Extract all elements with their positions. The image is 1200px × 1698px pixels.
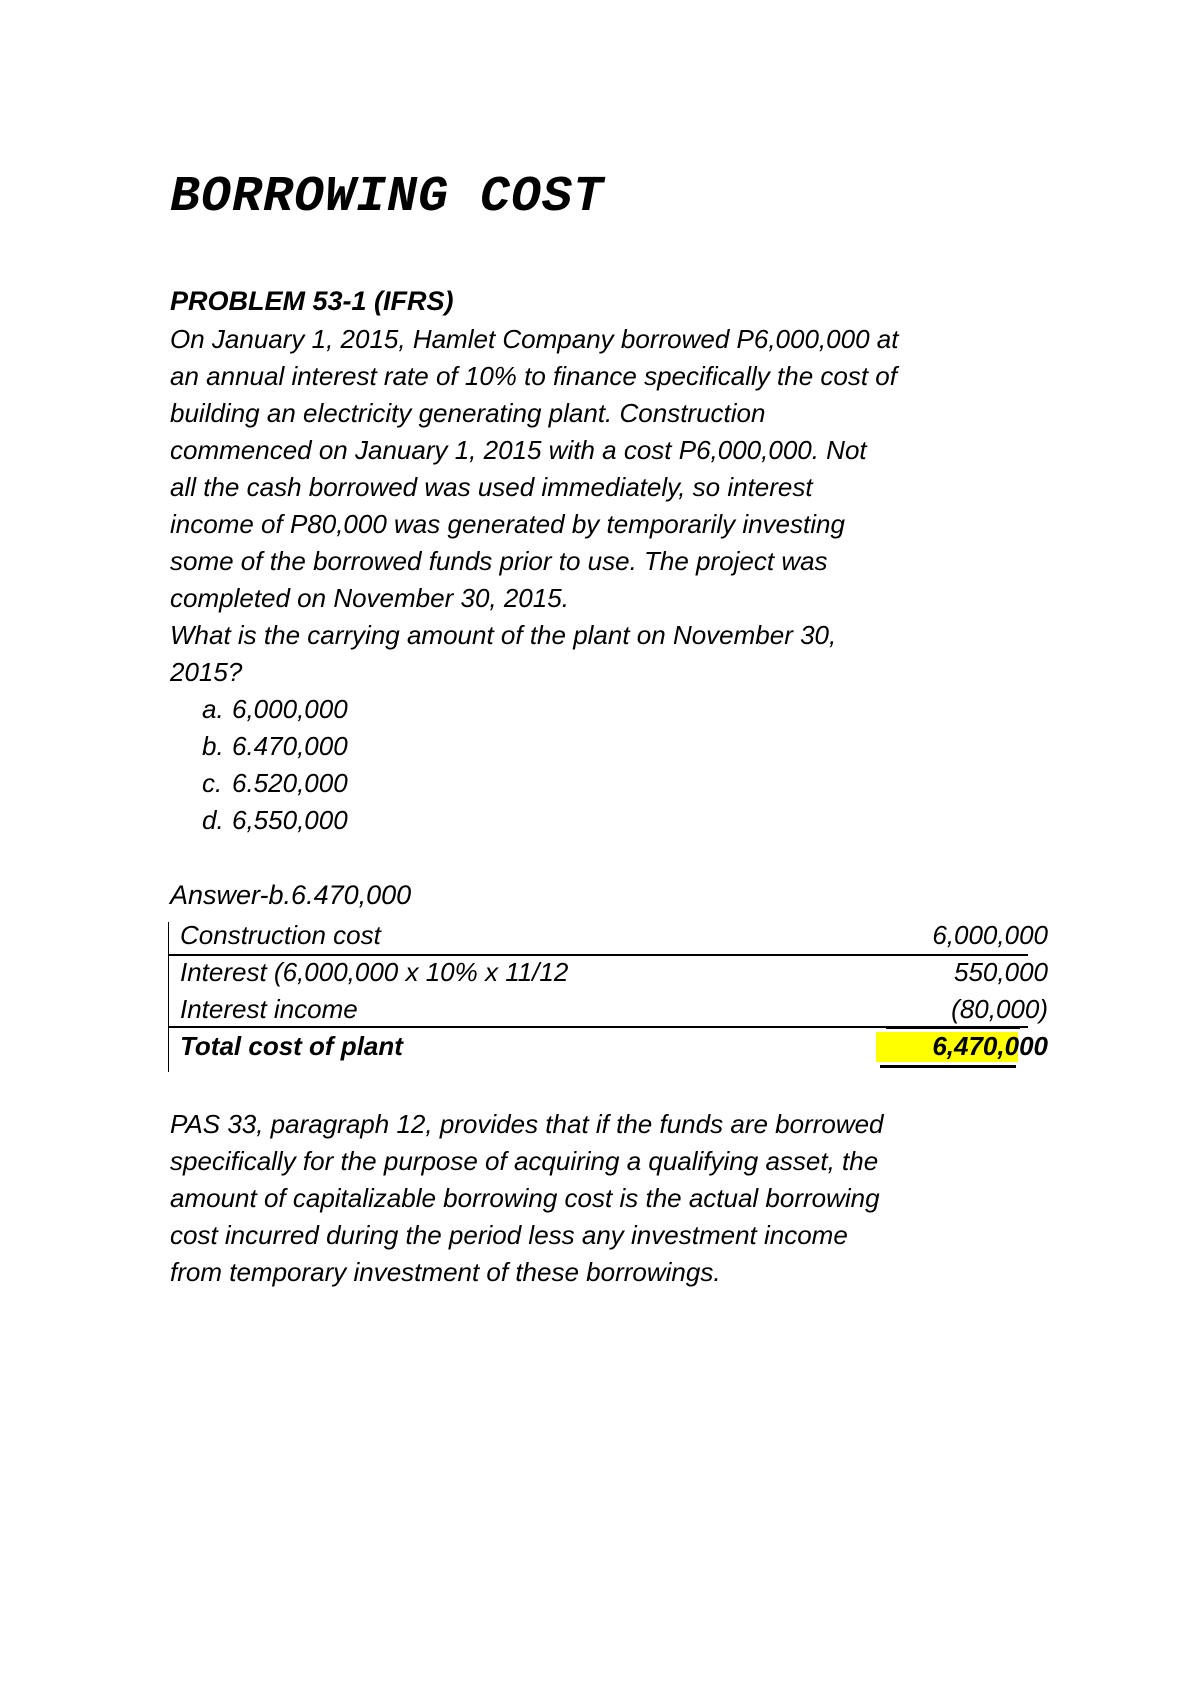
question-line: What is the carrying amount of the plant on November 30, <box>170 620 837 650</box>
table-row <box>180 954 1048 991</box>
problem-line: some of the borrowed funds prior to use. The project was <box>170 546 828 576</box>
explanatory-note <box>170 1106 1100 1291</box>
choice-letter: d. <box>202 805 224 835</box>
note-line: cost incurred during the period less any investment income <box>170 1220 848 1250</box>
total-underline <box>880 1065 1016 1068</box>
question-line: 2015? <box>170 657 243 687</box>
note-line: PAS 33, paragraph 12, provides that if the funds are borrowed <box>170 1109 884 1139</box>
note-line: amount of capitalizable borrowing cost is the actual borrowing <box>170 1183 880 1213</box>
row-label: Interest income <box>180 994 358 1024</box>
choice-d <box>202 802 348 839</box>
table-row <box>180 991 1048 1028</box>
problem-line: On January 1, 2015, Hamlet Company borrowed P6,000,000 at <box>170 324 899 354</box>
row-label: Interest (6,000,000 x 10% x 11/12 <box>180 957 569 987</box>
choice-letter: b. <box>202 731 224 761</box>
row-amount: 6,000,000 <box>932 920 1048 950</box>
choice-b <box>202 728 348 765</box>
problem-statement <box>170 321 1100 617</box>
choice-text: 6.520,000 <box>232 768 348 798</box>
answer-choices <box>202 691 348 839</box>
table-left-rule <box>168 922 169 1072</box>
problem-line: building an electricity generating plant. Construction <box>170 398 766 428</box>
choice-text: 6.470,000 <box>232 731 348 761</box>
total-label: Total cost of plant <box>180 1031 403 1061</box>
choice-letter: a. <box>202 694 224 724</box>
problem-line: completed on November 30, 2015. <box>170 583 569 613</box>
row-amount: (80,000) <box>951 994 1048 1024</box>
choice-a <box>202 691 348 728</box>
answer-line: Answer-b.6.470,000 <box>170 880 412 910</box>
page-title: BORROWING COST <box>170 169 605 226</box>
choice-text: 6,000,000 <box>232 694 348 724</box>
choice-letter: c. <box>202 768 223 798</box>
table-row <box>180 917 1048 954</box>
total-amount <box>932 1028 1048 1065</box>
choice-c <box>202 765 348 802</box>
row-label: Construction cost <box>180 920 381 950</box>
total-amount-highlight: 6,470,000 <box>932 1031 1048 1061</box>
note-line: from temporary investment of these borrowings. <box>170 1257 721 1287</box>
problem-line: an annual interest rate of 10% to finance specifically the cost of <box>170 361 897 391</box>
choice-text: 6,550,000 <box>232 805 348 835</box>
note-line: specifically for the purpose of acquiring a qualifying asset, the <box>170 1146 879 1176</box>
row-amount: 550,000 <box>954 957 1048 987</box>
problem-line: all the cash borrowed was used immediately, so interest <box>170 472 813 502</box>
subtotal-underline <box>886 1027 1020 1029</box>
problem-line: commenced on January 1, 2015 with a cost P6,000,000. Not <box>170 435 867 465</box>
question <box>170 617 836 691</box>
problem-line: income of P80,000 was generated by temporarily investing <box>170 509 845 539</box>
problem-heading: PROBLEM 53-1 (IFRS) <box>170 286 454 316</box>
computation-table <box>168 914 1048 1078</box>
